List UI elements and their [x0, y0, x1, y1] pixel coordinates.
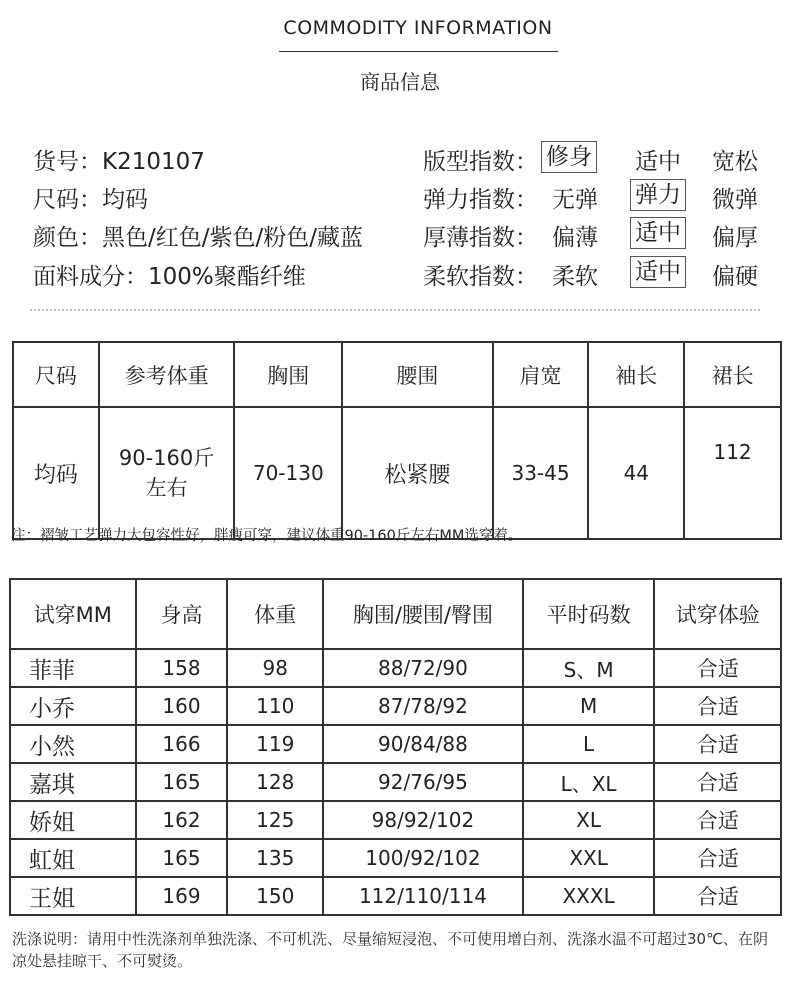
tryon-cell: 169 — [136, 877, 228, 915]
tryon-cell: 128 — [227, 763, 323, 801]
tryon-cell: 98 — [227, 649, 323, 687]
index-fit — [423, 143, 773, 175]
tryon-cell: XXL — [523, 839, 655, 877]
tryon-header-measurements: 胸围/腰围/臀围 — [323, 579, 523, 649]
tryon-cell: 合适 — [654, 801, 781, 839]
tryon-cell: 98/92/102 — [323, 801, 523, 839]
tryon-cell: 165 — [136, 839, 228, 877]
tryon-cell: 合适 — [654, 839, 781, 877]
tryon-cell: 158 — [136, 649, 228, 687]
index-option: 无弹 — [552, 187, 598, 213]
tryon-cell: XL — [523, 801, 655, 839]
tryon-cell: L — [523, 725, 655, 763]
tryon-cell: 100/92/102 — [323, 839, 523, 877]
tryon-cell: 87/78/92 — [323, 687, 523, 725]
index-option: 偏薄 — [552, 225, 598, 251]
tryon-cell: L、XL — [523, 763, 655, 801]
index-softness — [423, 258, 773, 290]
index-option: 微弹 — [712, 187, 758, 213]
header-title-cn: 商品信息 — [360, 70, 440, 94]
info-item-size — [33, 181, 148, 214]
size-header-size: 尺码 — [13, 342, 99, 407]
tryon-cell: XXXL — [523, 877, 655, 915]
tryon-header-model: 试穿MM — [10, 579, 136, 649]
index-label: 版型指数： — [423, 149, 538, 175]
info-label: 货号： — [33, 149, 102, 175]
tryon-cell: 90/84/88 — [323, 725, 523, 763]
index-option: 偏硬 — [712, 264, 758, 290]
header-title-en: COMMODITY INFORMATION — [283, 17, 553, 39]
index-label: 柔软指数： — [423, 264, 538, 290]
size-cell: 90-160斤 左右 — [99, 407, 235, 539]
tryon-header-height: 身高 — [136, 579, 228, 649]
tryon-cell: 合适 — [654, 725, 781, 763]
index-option: 宽松 — [712, 149, 758, 175]
tryon-cell-name: 虹姐 — [10, 839, 136, 877]
table-row — [10, 801, 781, 839]
size-cell: 112 — [684, 407, 781, 539]
size-table — [12, 341, 782, 540]
table-row — [10, 877, 781, 915]
tryon-cell: 150 — [227, 877, 323, 915]
tryon-cell: 合适 — [654, 687, 781, 725]
info-label: 面料成分： — [33, 264, 148, 290]
size-header-sleeve: 袖长 — [588, 342, 684, 407]
index-elasticity — [423, 181, 773, 213]
tryon-cell-name: 娇姐 — [10, 801, 136, 839]
tryon-cell: 165 — [136, 763, 228, 801]
index-option-selected: 修身 — [541, 141, 597, 173]
tryon-header-weight: 体重 — [227, 579, 323, 649]
tryon-header-usual-size: 平时码数 — [523, 579, 655, 649]
info-value: K210107 — [102, 149, 205, 175]
info-value: 均码 — [102, 187, 148, 213]
index-option: 适中 — [635, 149, 681, 175]
index-option: 偏厚 — [712, 225, 758, 251]
info-item-fabric — [33, 258, 306, 291]
table-row — [10, 687, 781, 725]
tryon-cell: 88/72/90 — [323, 649, 523, 687]
index-option: 柔软 — [552, 264, 598, 290]
tryon-cell-name: 小然 — [10, 725, 136, 763]
tryon-cell-name: 嘉琪 — [10, 763, 136, 801]
tryon-table-header-row — [10, 579, 781, 649]
tryon-cell-name: 菲菲 — [10, 649, 136, 687]
size-cell: 44 — [588, 407, 684, 539]
dotted-divider — [30, 309, 760, 311]
tryon-cell: 合适 — [654, 877, 781, 915]
info-value: 100%聚酯纤维 — [148, 264, 306, 290]
info-item-code — [33, 143, 205, 176]
tryon-cell-name: 王姐 — [10, 877, 136, 915]
index-label: 弹力指数： — [423, 187, 538, 213]
header-divider — [279, 51, 558, 52]
size-table-header-row — [13, 342, 781, 407]
tryon-cell: M — [523, 687, 655, 725]
index-option-selected: 适中 — [630, 256, 686, 288]
tryon-header-experience: 试穿体验 — [654, 579, 781, 649]
tryon-cell: 92/76/95 — [323, 763, 523, 801]
tryon-cell: 160 — [136, 687, 228, 725]
table-row — [10, 725, 781, 763]
size-note: 注：褶皱工艺弹力大包容性好，胖瘦可穿，建议体重90-160斤左右MM选穿着。 — [11, 528, 523, 544]
wash-instructions: 洗涤说明：请用中性洗涤剂单独洗涤、不可机洗、尽量缩短浸泡、不可使用增白剂、洗涤水温不可超过30℃、在阴凉处悬挂晾干、不可熨烫。 — [12, 930, 768, 970]
index-option-selected: 弹力 — [630, 179, 686, 211]
tryon-cell: 135 — [227, 839, 323, 877]
tryon-cell-name: 小乔 — [10, 687, 136, 725]
tryon-table — [9, 578, 782, 916]
tryon-cell: 110 — [227, 687, 323, 725]
size-header-bust: 胸围 — [234, 342, 342, 407]
size-header-weight: 参考体重 — [99, 342, 235, 407]
info-item-color — [33, 219, 363, 252]
tryon-cell: 112/110/114 — [323, 877, 523, 915]
size-cell: 33-45 — [493, 407, 589, 539]
size-table-row — [13, 407, 781, 539]
table-row — [10, 649, 781, 687]
table-row — [10, 763, 781, 801]
info-label: 颜色： — [33, 225, 102, 251]
tryon-cell: 119 — [227, 725, 323, 763]
tryon-cell: 162 — [136, 801, 228, 839]
index-option-selected: 适中 — [630, 217, 686, 249]
size-cell: 松紧腰 — [342, 407, 493, 539]
tryon-cell: 合适 — [654, 763, 781, 801]
tryon-cell: 合适 — [654, 649, 781, 687]
size-cell: 均码 — [13, 407, 99, 539]
size-header-shoulder: 肩宽 — [493, 342, 589, 407]
info-label: 尺码： — [33, 187, 102, 213]
table-row — [10, 839, 781, 877]
index-label: 厚薄指数： — [423, 225, 538, 251]
size-header-waist: 腰围 — [342, 342, 493, 407]
tryon-cell: 125 — [227, 801, 323, 839]
tryon-cell: S、M — [523, 649, 655, 687]
size-header-length: 裙长 — [684, 342, 781, 407]
info-value: 黑色/红色/紫色/粉色/藏蓝 — [102, 225, 363, 251]
tryon-cell: 166 — [136, 725, 228, 763]
size-cell: 70-130 — [234, 407, 342, 539]
index-thickness — [423, 219, 773, 251]
